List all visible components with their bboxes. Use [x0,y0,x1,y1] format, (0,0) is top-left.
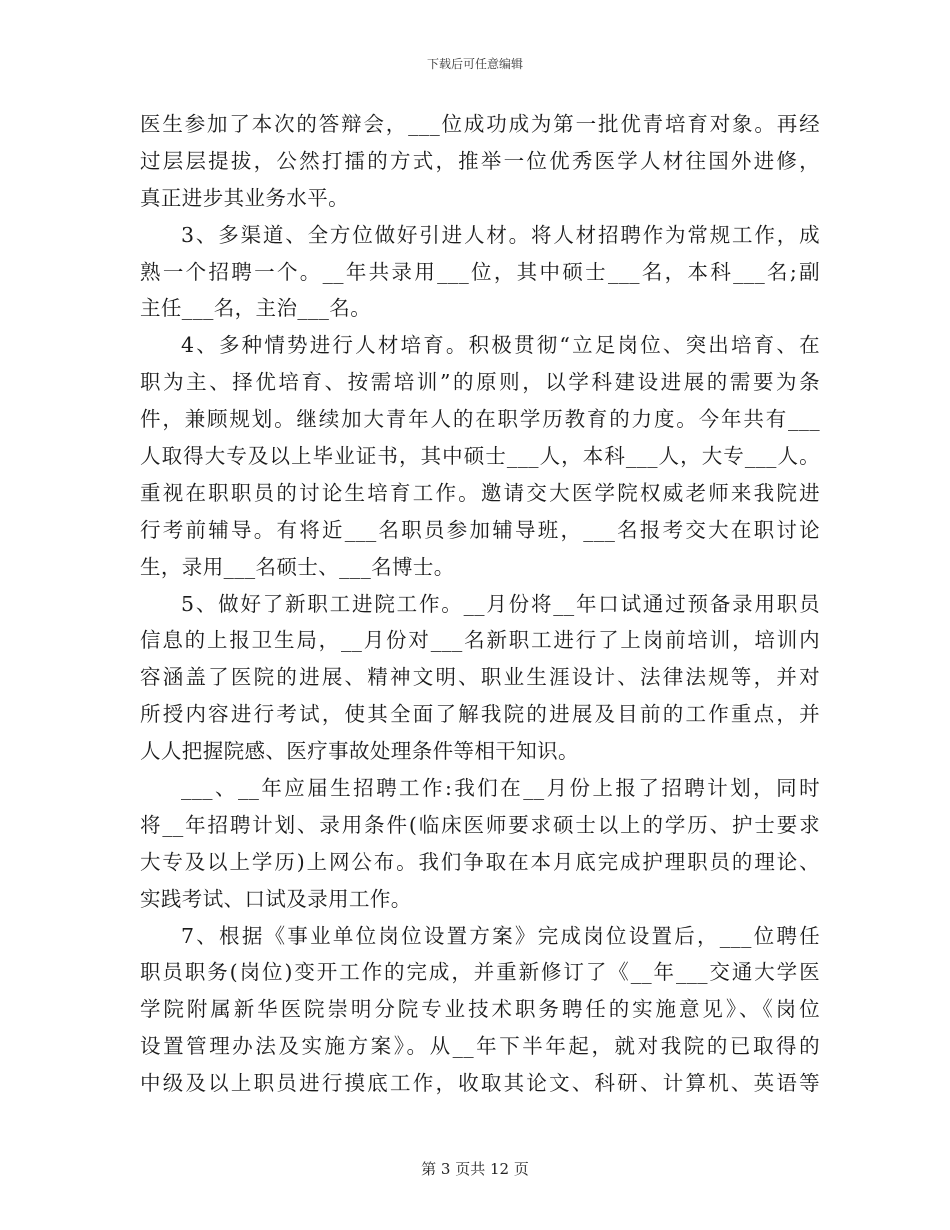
page-header: 下载后可任意编辑 [426,57,523,71]
text-line: 重视在职职员的讨论生培育工作。邀请交大医学院权威老师来我院进 [140,480,820,505]
text-line: 设置管理办法及实施方案》。从__年下半年起，就对我院的已取得的 [140,1034,820,1059]
page-footer: 第 3 页共 12 页 [421,1160,529,1178]
text-line: 人取得大专及以上毕业证书，其中硕士___人，本科___人，大专___人。 [140,444,820,469]
text-line: 4、多种情势进行人材培育。积极贯彻“立足岗位、突出培育、在 [181,333,820,358]
text-line: 大专及以上学历)上网公布。我们争取在本月底完成护理职员的理论、 [140,849,820,874]
text-line: 医生参加了本次的答辩会，___位成功成为第一批优青培育对象。再经 [140,112,820,136]
text-line: 实践考试、口试及录用工作。 [140,886,412,911]
text-line: 7、根据《事业单位岗位设置方案》完成岗位设置后，___位聘任 [181,923,820,948]
text-line: 职员职务(岗位)变开工作的完成，并重新修订了《__年___交通大学医 [140,960,820,985]
text-line: 人人把握院感、医疗事故处理条件等相干知识。 [140,739,579,764]
text-line: 中级及以上职员进行摸底工作，收取其论文、科研、计算机、英语等 [140,1071,820,1096]
text-line: 职为主、择优培育、按需培训”的原则，以学科建设进展的需要为条 [140,370,820,395]
text-line: 行考前辅导。有将近___名职员参加辅导班，___名报考交大在职讨论 [140,517,820,542]
text-line: 学院附属新华医院崇明分院专业技术职务聘任的实施意见》、《岗位 [140,997,820,1022]
text-line: 过层层提拔，公然打擂的方式，推举一位优秀医学人材往国外进修， [140,148,820,173]
body-text [140,106,820,1102]
text-line: 生，录用___名硕士、___名博士。 [140,554,455,579]
text-line: 3、多渠道、全方位做好引进人材。将人材招聘作为常规工作，成 [181,222,820,247]
text-line: ___、__年应届生招聘工作:我们在__月份上报了招聘计划，同时 [181,776,820,801]
text-line: 信息的上报卫生局，__月份对___名新职工进行了上岗前培训，培训内 [140,628,820,653]
text-line: 所授内容进行考试，使其全面了解我院的进展及目前的工作重点，并 [140,702,820,727]
text-line: 主任___名，主治___名。 [140,296,372,321]
text-line: 5、做好了新职工进院工作。__月份将__年口试通过预备录用职员 [181,591,820,616]
text-line: 件，兼顾规划。继续加大青年人的在职学历教育的力度。今年共有___ [140,407,820,432]
text-line: 将__年招聘计划、录用条件(临床医师要求硕士以上的学历、护士要求 [140,812,820,837]
text-line: 真正进步其业务水平。 [140,185,349,210]
text-line: 容涵盖了医院的进展、精神文明、职业生涯设计、法律法规等，并对 [140,665,820,690]
text-line: 熟一个招聘一个。__年共录用___位，其中硕士___名，本科___名;副 [140,259,820,284]
